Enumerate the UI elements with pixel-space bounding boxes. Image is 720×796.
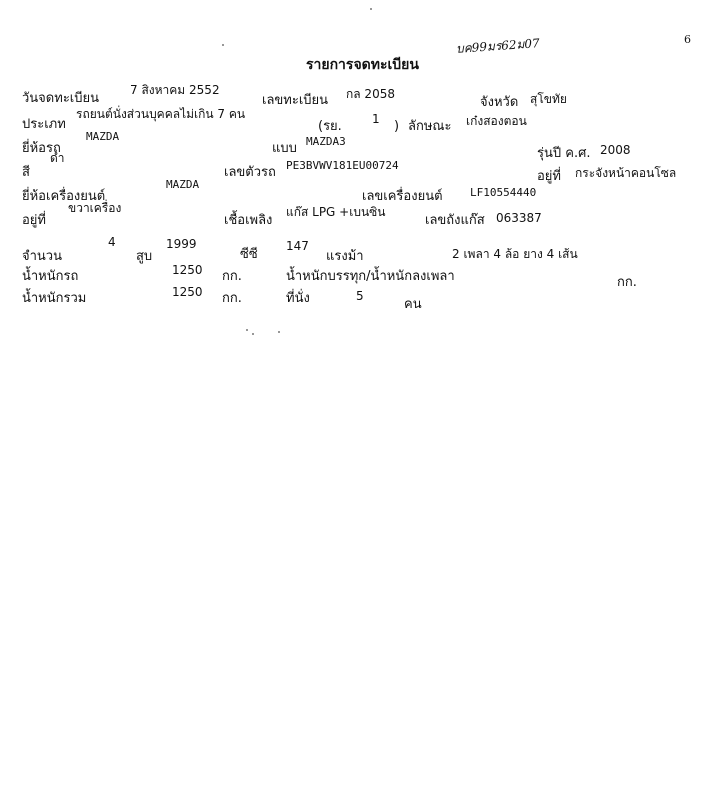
horsepower-label: แรงม้า bbox=[326, 249, 364, 264]
chassis-value: PE3BVWV181EU00724 bbox=[286, 159, 399, 172]
seats-label: ที่นั่ง bbox=[286, 291, 310, 306]
engine-no-value: LF10554440 bbox=[470, 186, 537, 199]
handwritten-reference: บค99มร62ม07 bbox=[455, 36, 541, 56]
cylinder-count-value: 4 bbox=[108, 235, 116, 249]
total-weight-label: น้ำหนักรวม bbox=[22, 291, 87, 306]
color-value: ดำ bbox=[50, 151, 65, 165]
province-label: จังหวัด bbox=[480, 95, 519, 110]
count-label: จำนวน bbox=[22, 249, 62, 264]
total-weight-value: 1250 bbox=[172, 285, 203, 299]
load-weight-label: น้ำหนักบรรทุก/น้ำหนักลงเพลา bbox=[286, 269, 455, 284]
engine-location-value: ขวาเครื่อง bbox=[68, 201, 122, 215]
chassis-label: เลขตัวรถ bbox=[224, 165, 276, 180]
model-label: แบบ bbox=[272, 141, 297, 156]
color-label: สี bbox=[22, 165, 30, 180]
cc-label: ซีซี bbox=[240, 247, 258, 262]
page-title: รายการจดทะเบียน bbox=[306, 57, 419, 73]
reg-no-value: กล 2058 bbox=[346, 87, 395, 101]
rs-value: 1 bbox=[372, 112, 380, 126]
reg-date-value: 7 สิงหาคม 2552 bbox=[130, 83, 220, 97]
seats-unit: คน bbox=[404, 297, 422, 312]
feature-value: เก๋งสองตอน bbox=[466, 114, 527, 128]
brand-label: ยี่ห้อรถ bbox=[22, 141, 61, 156]
scan-speck bbox=[278, 331, 280, 333]
model-value: MAZDA3 bbox=[306, 135, 346, 148]
province-value: สุโขทัย bbox=[530, 92, 567, 106]
engine-brand-label: ยี่ห้อเครื่องยนต์ bbox=[22, 189, 106, 204]
reg-no-label: เลขทะเบียน bbox=[262, 93, 329, 108]
chassis-location-value: กระจังหน้าคอนโซล bbox=[575, 166, 677, 180]
scan-speck bbox=[222, 44, 224, 46]
brand-value: MAZDA bbox=[86, 130, 120, 143]
rs-close: ) bbox=[394, 119, 400, 134]
scan-speck bbox=[252, 333, 254, 335]
fuel-value: แก๊ส LPG +เบนซิน bbox=[286, 205, 386, 219]
fuel-label: เชื้อเพลิง bbox=[224, 213, 273, 228]
page-number: 6 bbox=[684, 33, 691, 46]
cylinder-label: สูบ bbox=[136, 249, 153, 264]
scan-speck bbox=[246, 329, 248, 331]
total-weight-unit: กก. bbox=[222, 291, 242, 306]
gas-tank-value: 063387 bbox=[496, 211, 542, 225]
reg-date-label: วันจดทะเบียน bbox=[22, 91, 99, 106]
year-label: รุ่นปี ค.ศ. bbox=[537, 146, 591, 161]
load-weight-unit: กก. bbox=[617, 275, 637, 290]
scan-speck bbox=[370, 8, 372, 10]
vehicle-weight-label: น้ำหนักรถ bbox=[22, 269, 79, 284]
chassis-location-label: อยู่ที่ bbox=[537, 169, 561, 184]
vehicle-weight-unit: กก. bbox=[222, 269, 242, 284]
type-label: ประเภท bbox=[22, 117, 66, 132]
horsepower-value: 147 bbox=[286, 239, 309, 253]
axle-wheel-tyre-text: 2 เพลา 4 ล้อ ยาง 4 เส้น bbox=[452, 247, 578, 261]
engine-no-label: เลขเครื่องยนต์ bbox=[362, 189, 443, 204]
rs-label: (รย. bbox=[318, 119, 342, 134]
type-value: รถยนต์นั่งส่วนบุคคลไม่เกิน 7 คน bbox=[76, 107, 246, 121]
year-value: 2008 bbox=[600, 143, 631, 157]
engine-brand-value: MAZDA bbox=[166, 178, 200, 191]
engine-location-label: อยู่ที่ bbox=[22, 213, 46, 228]
cc-value: 1999 bbox=[166, 237, 197, 251]
gas-tank-label: เลขถังแก๊ส bbox=[425, 213, 485, 228]
vehicle-weight-value: 1250 bbox=[172, 263, 203, 277]
feature-label: ลักษณะ bbox=[408, 119, 452, 134]
seats-value: 5 bbox=[356, 289, 364, 303]
